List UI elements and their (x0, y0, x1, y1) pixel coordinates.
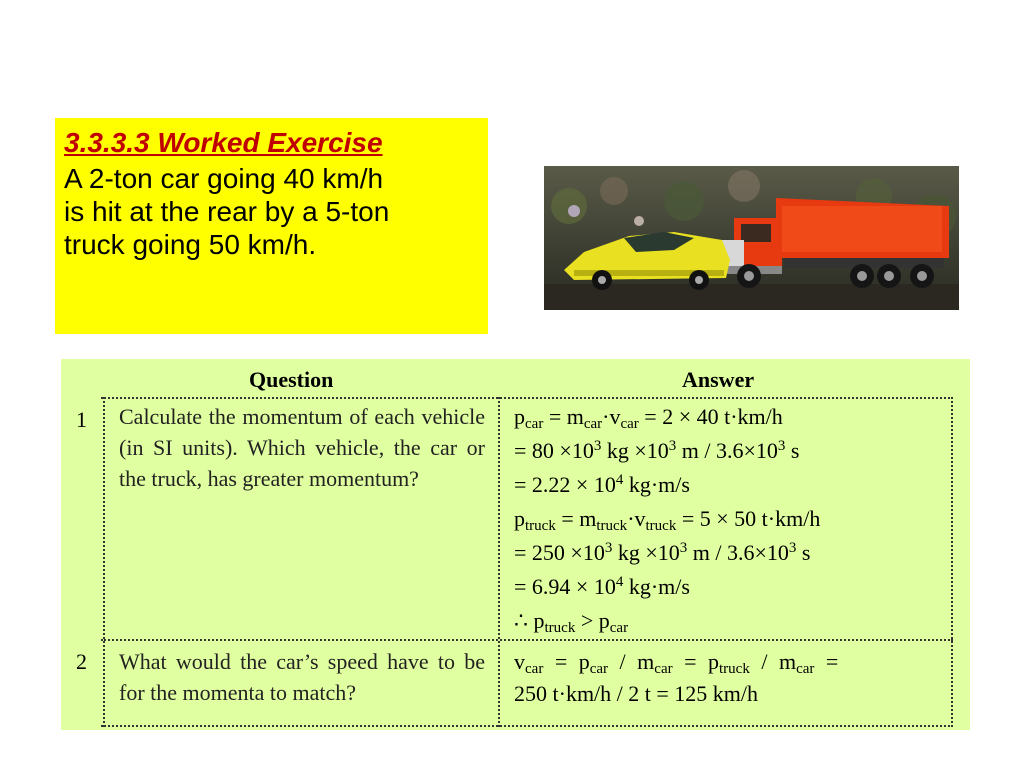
header-question: Question (249, 367, 334, 392)
answer-line: $p_{truck} = m_{truck}\cdot v_{truck} = 5 \times 50$ t·km/h (514, 506, 821, 534)
question-text: What would the car’s speed have to be for the momenta to match? (119, 649, 485, 705)
toy-car-truck-image (544, 166, 959, 310)
table-rule-right (951, 397, 953, 727)
answer-line: = $250 \times 10^3$ kg $\times 10^3$ $m / 3.6\times 10^3$ s (514, 540, 811, 565)
exercise-title: 3.3.3.3 Worked Exercise (64, 127, 383, 158)
answer-line: = $2.22 \times 10^4$ kg·m/s (514, 472, 690, 497)
table-rule-top (101, 397, 953, 399)
worked-exercise-box (55, 118, 488, 334)
car-truck-collision-photo (544, 166, 959, 310)
table-rule-left (103, 397, 105, 727)
answer-line: = $80 \times 10^3$ kg $\times 10^3$ $m / 3.6\times 10^3$ s (514, 438, 800, 463)
header-answer: Answer (682, 367, 755, 392)
row-number: 2 (76, 649, 87, 674)
row-number: 1 (76, 407, 87, 432)
answer-line: $v_{car} = p_{car} / m_{car} = p_{truck} / m_{car}$ = (514, 649, 839, 677)
exercise-problem-text: A 2-ton car going 40 km/h is hit at the rear by a 5-ton truck going 50 km/h. (64, 163, 390, 260)
answer-conclusion: ∴ $p_{truck} > p_{car}$ (514, 608, 629, 636)
question-answer-table (61, 359, 970, 730)
answer-line: $p_{car} = m_{car}\cdot v_{car} = 2 \times 40$ t·km/h (514, 404, 783, 432)
table-rule-middle (101, 639, 953, 641)
question-text: Calculate the momentum of each vehicle (in SI units). Which vehicle, the car or the truck, has greater momentum? (119, 404, 485, 491)
answer-row-2 (514, 646, 838, 710)
table-rule-center (498, 397, 500, 727)
answer-row-1 (514, 400, 820, 638)
answer-line: 250 t·km/h / 2 t = 125 km/h (514, 681, 759, 706)
table-rule-bottom (101, 725, 953, 727)
answer-line: = $6.94 \times 10^4$ kg·m/s (514, 574, 690, 599)
